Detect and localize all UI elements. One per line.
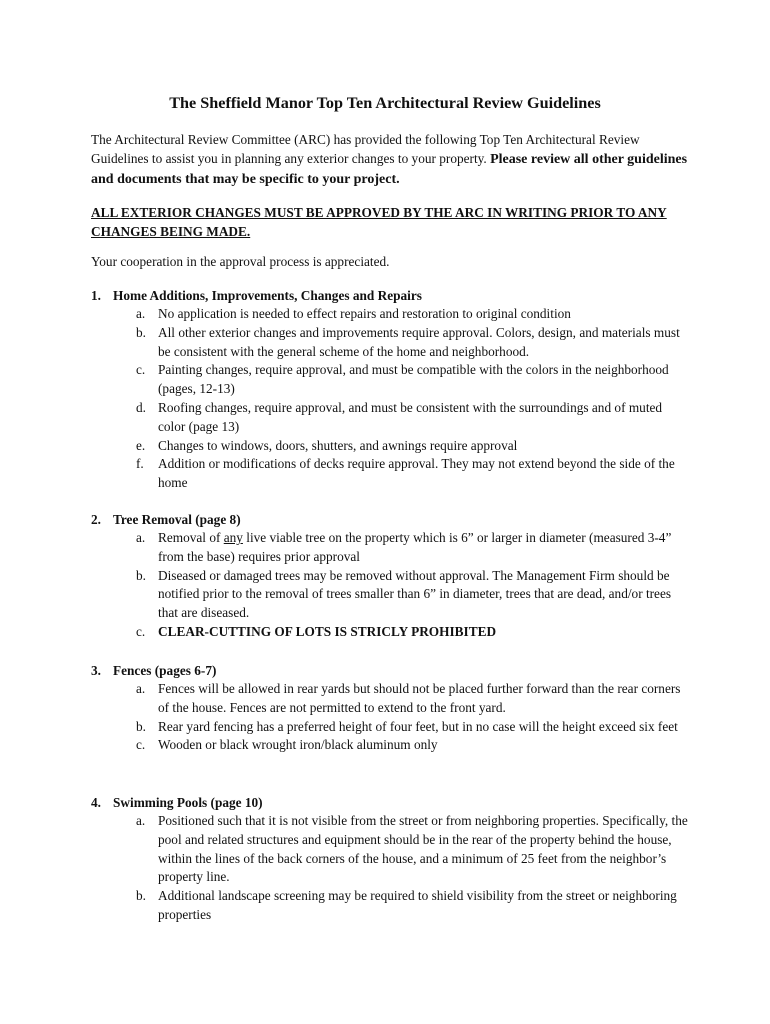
section-heading xyxy=(91,510,691,529)
item-letter: a. xyxy=(136,813,146,828)
item-text: No application is needed to effect repairs and restoration to original condition xyxy=(158,306,571,321)
item-text-underlined: any xyxy=(223,530,243,545)
item-letter: a. xyxy=(136,681,146,696)
item-letter: b. xyxy=(136,567,146,583)
section-number: 4. xyxy=(91,795,101,810)
item-text: Fences will be allowed in rear yards but should not be placed further forward than the rear corners of the house. Fences are not permitted to extend to the front yard. xyxy=(158,681,681,715)
list-item xyxy=(91,567,691,623)
item-text: All other exterior changes and improvements require approval. Colors, design, and materials must be consistent with the general scheme of the home and neighborhood. xyxy=(158,324,680,359)
section-title: Home Additions, Improvements, Changes and Repairs xyxy=(113,288,422,303)
item-letter: a. xyxy=(136,530,146,545)
item-letter: b. xyxy=(136,718,146,734)
section-heading xyxy=(91,793,691,812)
list-item xyxy=(91,529,691,567)
item-text: Rear yard fencing has a preferred height of four feet, but in no case will the height exceed six feet xyxy=(158,718,678,734)
list-item xyxy=(91,324,691,362)
item-text: Diseased or damaged trees may be removed without approval. The Management Firm should be notified prior to the removal of trees smaller than 6” in diameter, trees that are dead, and/or trees that are diseased. xyxy=(158,567,672,621)
list-item xyxy=(91,718,691,737)
intro-text: The Architectural Review Committee (ARC) has provided the following Top Ten Architectural Review Guidelines to assist you in planning any exterior changes to your property. xyxy=(91,132,640,166)
list-item xyxy=(91,437,691,456)
section-items xyxy=(91,812,691,925)
section-title: Tree Removal (page 8) xyxy=(113,512,241,527)
intro-paragraph xyxy=(91,130,691,189)
list-item xyxy=(91,361,691,399)
item-text-suffix: live viable tree on the property which is 6” or larger in diameter (measured 3-4” from the base) requires prior approval xyxy=(158,530,672,564)
page-title: The Sheffield Manor Top Ten Architectural Review Guidelines xyxy=(169,94,601,112)
section-items xyxy=(91,305,691,493)
list-item xyxy=(91,455,691,493)
intro-bold-text: Please review all other guidelines and documents that may be specific to your project. xyxy=(91,152,688,187)
section-tree-removal xyxy=(91,510,691,642)
item-letter: c. xyxy=(136,362,146,378)
item-letter: b. xyxy=(136,888,146,904)
section-home-additions xyxy=(91,286,691,493)
item-text-prefix: Removal of xyxy=(158,530,224,545)
item-letter: c. xyxy=(136,737,146,753)
list-item xyxy=(91,399,691,437)
item-text: Addition or modifications of decks require approval. They may not extend beyond the side of the home xyxy=(158,456,675,491)
section-fences xyxy=(91,661,691,755)
item-letter: e. xyxy=(136,437,146,453)
list-item xyxy=(91,680,691,718)
list-item xyxy=(91,736,691,755)
cooperation-text: Your cooperation in the approval process is appreciated. xyxy=(91,254,390,269)
list-item xyxy=(91,887,691,925)
item-letter: c. xyxy=(136,623,146,639)
item-letter: f. xyxy=(136,456,144,472)
list-item xyxy=(91,623,691,642)
item-letter: b. xyxy=(136,324,146,340)
item-text: Changes to windows, doors, shutters, and awnings require approval xyxy=(158,437,518,453)
section-title: Swimming Pools (page 10) xyxy=(113,795,263,810)
item-text: Painting changes, require approval, and must be compatible with the colors in the neighborhood (pages, 12-13) xyxy=(158,362,669,397)
item-text: Wooden or black wrought iron/black aluminum only xyxy=(158,737,438,753)
section-number: 1. xyxy=(91,288,101,303)
section-number: 2. xyxy=(91,512,101,527)
item-text: Roofing changes, require approval, and must be consistent with the surroundings and of muted color (page 13) xyxy=(158,399,663,434)
item-letter: d. xyxy=(136,399,146,415)
section-heading xyxy=(91,661,691,680)
list-item xyxy=(91,812,691,887)
approval-notice: ALL EXTERIOR CHANGES MUST BE APPROVED BY THE ARC IN WRITING PRIOR TO ANY CHANGES BEING MADE. xyxy=(91,205,667,239)
section-title: Fences (pages 6-7) xyxy=(113,663,217,678)
section-swimming-pools xyxy=(91,793,691,925)
section-items xyxy=(91,680,691,755)
item-text: CLEAR-CUTTING OF LOTS IS STRICLY PROHIBITED xyxy=(158,623,497,639)
section-items xyxy=(91,529,691,642)
item-text: Additional landscape screening may be required to shield visibility from the street or neighboring properties xyxy=(158,888,677,922)
section-number: 3. xyxy=(91,663,101,678)
item-letter: a. xyxy=(136,306,146,321)
item-text: Positioned such that it is not visible from the street or from neighboring properties. Specifically, the pool and related structures and equipment should be in the rear of the property behind the house, within the lines of the back corners of the house, and a minimum of 25 feet from the neighbor’s property line. xyxy=(158,813,688,885)
list-item xyxy=(91,305,691,324)
section-heading xyxy=(91,286,691,305)
